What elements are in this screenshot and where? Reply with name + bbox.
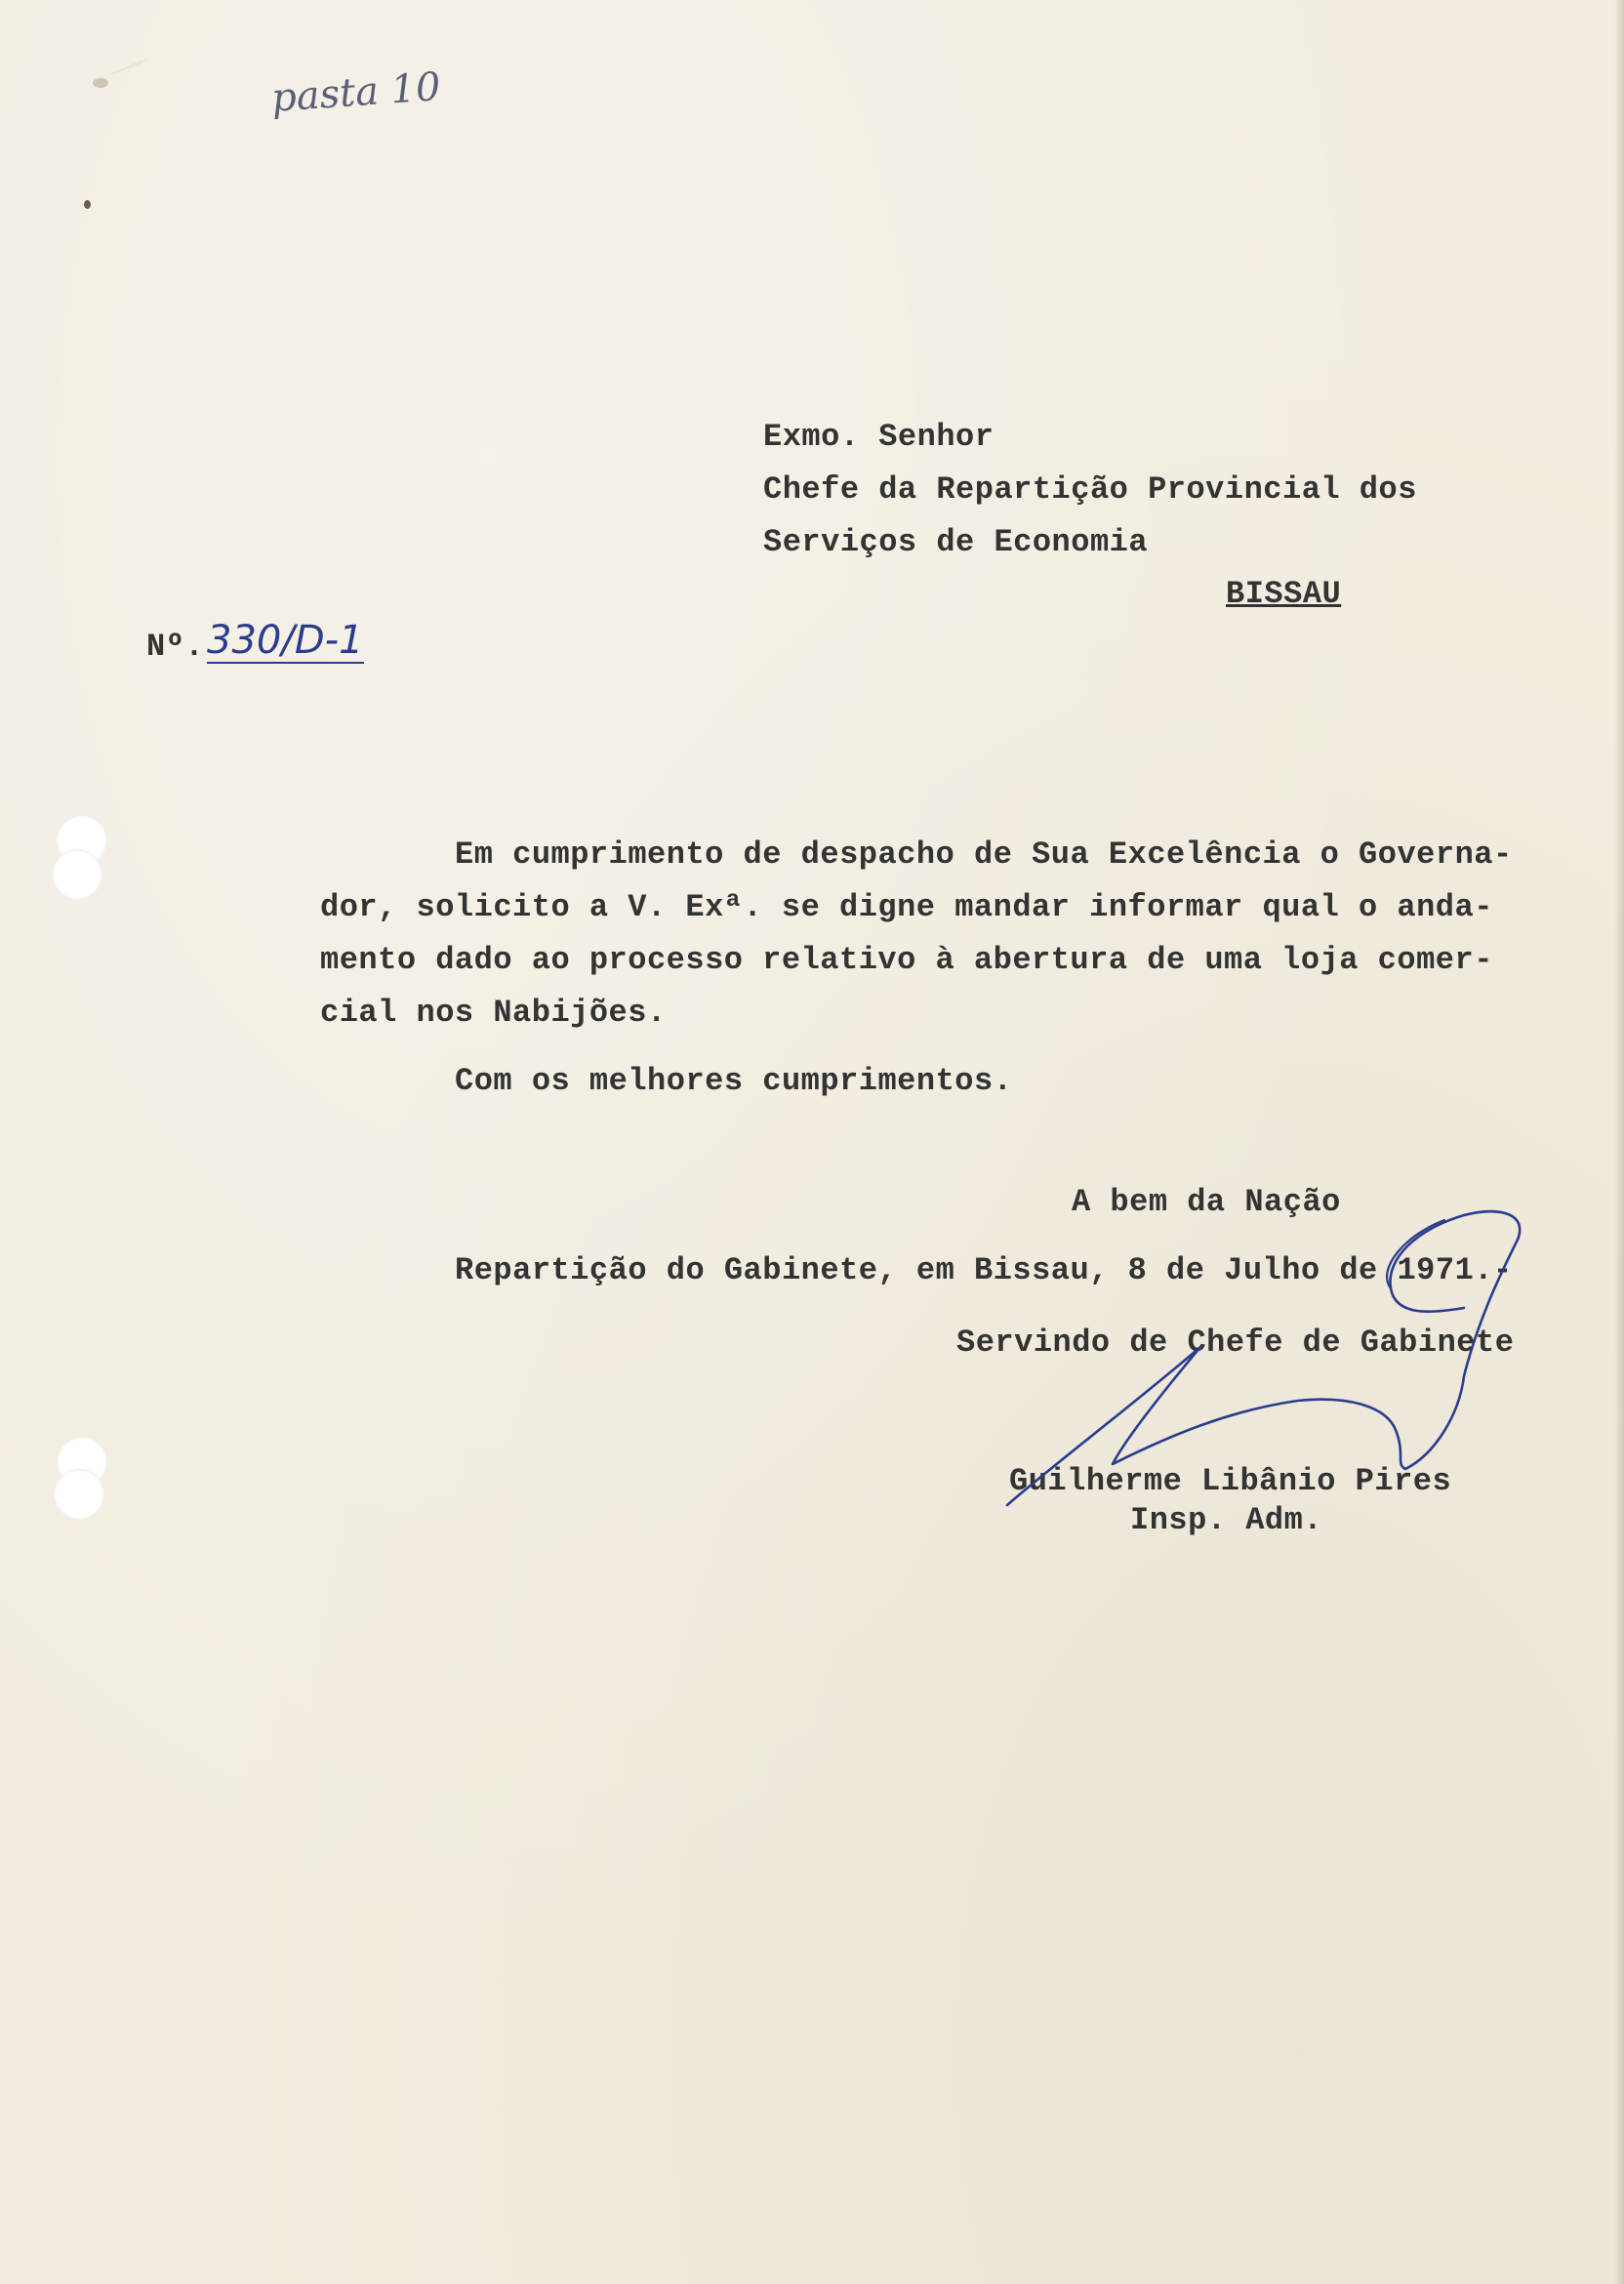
recipient-line-2: Serviços de Economia bbox=[763, 524, 1149, 560]
recipient-city: BISSAU bbox=[1226, 576, 1342, 612]
recipient-salutation: Exmo. Senhor bbox=[763, 419, 995, 455]
body-closing: Com os melhores cumprimentos. bbox=[455, 1063, 1013, 1099]
sign-off-place-date: Repartição do Gabinete, em Bissau, 8 de Julho de 1971.- bbox=[455, 1252, 1513, 1288]
signatory-name: Guilherme Libânio Pires bbox=[1009, 1463, 1452, 1499]
signatory-title: Insp. Adm. bbox=[1130, 1502, 1323, 1538]
reference-number: 330/D-1 bbox=[207, 618, 364, 663]
sign-off-motto: A bem da Nação bbox=[1072, 1184, 1341, 1220]
body-line-1: Em cumprimento de despacho de Sua Excelência o Governa- bbox=[455, 836, 1513, 873]
pencil-annotation: pasta 10 bbox=[269, 64, 442, 121]
body-line-3: mento dado ao processo relativo à abertura de uma loja comer- bbox=[320, 942, 1493, 978]
body-line-4: cial nos Nabijões. bbox=[320, 995, 667, 1031]
recipient-line-1: Chefe da Repartição Provincial dos bbox=[763, 471, 1417, 508]
body-line-2: dor, solicito a V. Exª. se digne mandar informar qual o anda- bbox=[320, 889, 1493, 925]
sign-off-role: Servindo de Chefe de Gabinete bbox=[956, 1325, 1515, 1361]
reference-label: Nº. bbox=[146, 629, 205, 665]
